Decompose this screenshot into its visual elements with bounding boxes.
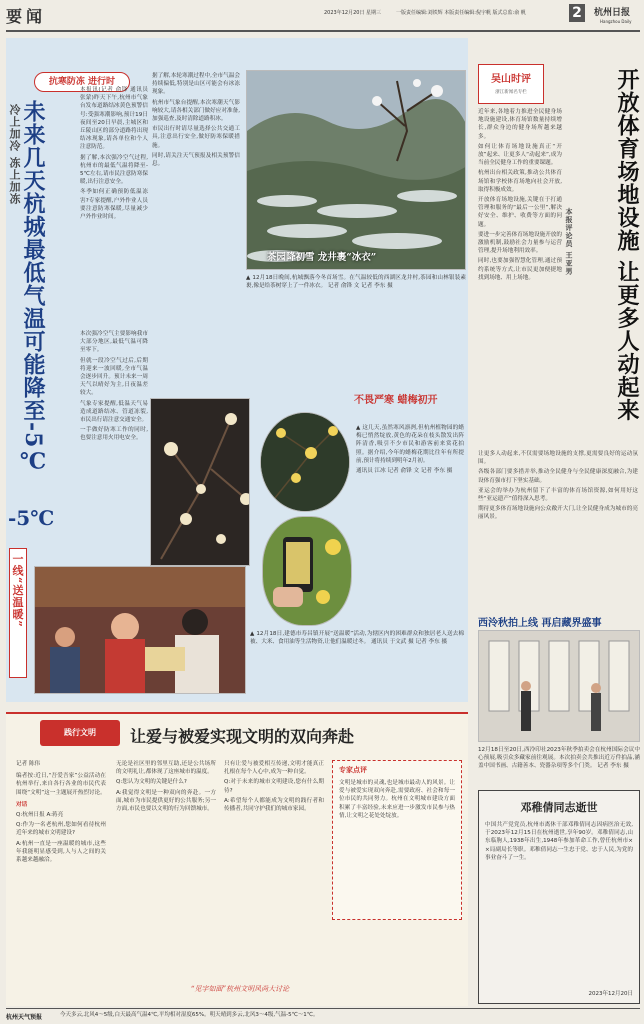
civil-footer-banner: “见字如面”杭州文明风尚大讨论 xyxy=(190,985,290,993)
opinion-p6: 同时,也要加强智慧化管理,通过预约系统等方式,让市民更加便捷地找到场地、用上场地。 xyxy=(478,258,562,281)
tea-garden-note xyxy=(246,274,466,314)
opinion2-p2: 各级各部门要多措并举,推动全民健身与全民健康深度融合,为建设体育强市打下坚实基础。 xyxy=(478,469,638,484)
cold-body3-p3: 市民出行时请尽量选择公共交通工具,注意出行安全,做好防寒保暖措施。 xyxy=(152,126,240,149)
opinion2-p4: 期待更多体育场地设施向公众敞开大门,让全民健身成为城市的亮丽风景。 xyxy=(478,506,638,521)
cold-body3-p1: 据了解,本轮寒潮过程中,全市气温会持续偏低,特别是山区可能会有冰冻现象。 xyxy=(152,73,240,96)
cold-body-col2 xyxy=(80,330,148,530)
auction-headline: 西泠秋拍上线 再启藏界盛事 xyxy=(478,618,602,629)
civil-kicker-text: 践行文明 xyxy=(64,728,96,737)
plum-credit: 通讯员 江冰 记者 俞锋 文 记者 李东 摄 xyxy=(356,468,453,475)
masthead xyxy=(0,0,644,38)
opinion-p4: 开放体育场地设施,关键在于打通管理和服务的“最后一公里”,解决好安全、维护、收费等方面的问题。 xyxy=(478,197,562,228)
cold-body-col3 xyxy=(152,72,240,322)
footer-rule xyxy=(6,1008,640,1009)
civil-expert-label: 专家点评 xyxy=(339,766,367,774)
plum-body xyxy=(356,424,464,624)
auction-caption xyxy=(478,746,640,786)
warmth-caption xyxy=(250,630,464,694)
civil-a1: A:杭州一直是一座温暖的城市,这些年我能明显感受到,人与人之间的关系越来越融洽。 xyxy=(16,840,106,864)
cold-body2-p4: 一手做好防寒工作的同时,也要注意用火用电安全。 xyxy=(80,427,148,442)
cold-headline-text: 未来几天杭城最低气温可能降至-5℃ xyxy=(20,100,46,476)
plum-headline xyxy=(354,394,464,407)
tea-garden-illustration xyxy=(247,71,466,270)
obituary-headline: 邓稚倩同志逝世 xyxy=(520,801,598,814)
phone-illustration xyxy=(263,517,352,626)
civil-intro: 编者按:近日,“吾爱吾家”公益活动在杭州举行,来自各行各业的市民代表围绕“文明”这一主题展开热烈讨论。 xyxy=(16,773,106,796)
phone-photo xyxy=(262,516,352,626)
paper-name: 杭州日报 xyxy=(594,8,631,18)
auction-caption-text: 12月18日至20日,西泠印社2023年秋季拍卖会在杭州国际会议中心预展,吸引众多藏家前往观展。本次拍卖会共推出近万件拍品,涵盖中国书画、古籍善本、瓷器杂项等多个门类。 xyxy=(478,747,640,770)
opinion-body2 xyxy=(478,450,638,610)
civil-mid2-p3: A:希望每个人都能成为文明的践行者和传播者,共同守护我们的城市家园。 xyxy=(224,797,324,813)
civil-reporter: 记者 陈伟 xyxy=(16,761,41,767)
opinion-headline: 开放体育场地设施 让更多人动起来 xyxy=(614,68,640,422)
tea-garden-caption: 茶园降初雪 龙井裹“冰衣” xyxy=(267,252,377,263)
opinion-p3: 杭州出台相关政策,推动公共体育场馆和学校体育场地向社会开放,取得积极成效。 xyxy=(478,170,562,193)
civil-mid-col xyxy=(116,760,216,980)
opinion-author: 本报评论员 王亚男 xyxy=(565,208,574,276)
cold-side-banner: 一线“送温暖” xyxy=(9,548,27,678)
page-number: 2 xyxy=(569,4,585,22)
opinion-p1: 近年来,各地着力推进全民健身场地设施建设,体育场馆数量持续增长,群众身边的健身场所越来越多。 xyxy=(478,109,562,140)
editors-line: 一版责任编辑:刘铁辉 本版责任编辑:倪宇帆 版式总监:俞 帆 xyxy=(396,10,526,16)
civil-mid2-col xyxy=(224,760,324,980)
civil-left-col xyxy=(16,760,106,980)
plum-photo-left xyxy=(150,398,250,566)
weather-label: 杭州天气预报 xyxy=(6,1014,43,1021)
plum-branch-illustration xyxy=(151,399,250,566)
tea-garden-photo xyxy=(246,70,466,270)
plum-body-text: ▲ 这几天,虽然寒风凛冽,但杭州植物园的蜡梅已悄然绽放,黄色的花朵在枝头散发出阵阵清香,吸引不少市民和游客前来赏花拍照。据介绍,今年的蜡梅花期比往年有所提前,预计将持续到明年2月初。 xyxy=(356,425,464,464)
warmth-credit: 通讯员 于文武 摄 记者 李东 摄 xyxy=(371,639,448,646)
plum-headline-text: 不畏严寒 蜡梅初开 xyxy=(354,395,438,406)
cold-body2-p3: 气象专家提醒,低温天气易造成道路结冰、管道冻裂,市民出行请注意交通安全。 xyxy=(80,400,148,424)
auction-illustration xyxy=(479,631,640,742)
auction-credit: 记者 李东 摄 xyxy=(597,763,629,770)
cold-body-p3: 冬季如何正确预防低温冻害?专家提醒,户外作业人员要注意防寒保暖,尽量减少户外作业时间。 xyxy=(80,189,148,221)
warmth-illustration xyxy=(35,567,246,694)
cold-headline xyxy=(20,100,46,520)
opinion2-p1: 让更多人动起来,不仅需要场地设施的支撑,更需要良好的运动氛围。 xyxy=(478,451,638,466)
obituary-body: 中国共产党党员,杭州市离休干部邓稚倩同志因病医治无效,于2023年12月15日在杭州逝世,享年90岁。邓稚倩同志,山东临朐人,1938年出生,1948年参加革命工作,曾任杭州市××局副局长等职。邓稚倩同志一生忠于党、忠于人民,为党的事业奋斗了一生。 xyxy=(485,822,633,861)
opinion-column-name: 吴山时评 xyxy=(491,74,531,85)
civil-mid-p2: Q:您认为文明的关键是什么? xyxy=(116,779,187,786)
cold-temp-badge: -5℃ xyxy=(8,506,55,530)
plum-flower-illustration xyxy=(261,413,350,512)
section-label: 要闻 xyxy=(6,7,47,26)
cold-side-subtitle: 冷上加冷 冻上加冻 xyxy=(8,104,21,205)
opinion-column-sub: 浙江新闻名专栏 xyxy=(495,90,527,95)
cold-body3-p2: 杭州市气象台提醒,本次寒潮天气影响较大,请各相关部门做好应对准备,加强巡查,及时清除道路积冰。 xyxy=(152,99,240,123)
paper-en: Hangzhou Daily xyxy=(600,19,632,24)
plum-photo-right xyxy=(260,412,350,512)
civil-qa-key: Q:杭州日报 A:蒋亮 xyxy=(16,812,64,819)
opinion-body xyxy=(478,108,562,448)
obituary-date: 2023年12月20日 xyxy=(588,991,633,997)
cold-body2-p1: 本次强冷空气主要影响我市大部分地区,最低气温可降至零下。 xyxy=(80,331,148,354)
cold-body3-p4: 同时,请关注天气预报及相关预警信息。 xyxy=(152,152,240,168)
warmth-caption-text: ▲ 12月18日,建德市寿昌镇开展“送温暖”活动,为辖区内的困难群众和独居老人送去棉被、大米、食用油等生活物资,让他们温暖过冬。 xyxy=(250,631,464,646)
civil-q1: Q:作为一名老杭州,您如何看待杭州近年来的城市文明建设? xyxy=(16,822,106,837)
masthead-rule xyxy=(6,30,640,32)
issue-date: 2023年12月20日 星期三 xyxy=(324,10,382,16)
cold-body-p2: 据了解,本次强冷空气过程,杭州市的最低气温将降至-5℃左右,请市民注意防寒保暖,出行注意安全。 xyxy=(80,154,148,186)
obituary-box xyxy=(478,790,640,1004)
civil-headline: 让爱与被爱实现文明的双向奔赴 xyxy=(130,727,355,746)
tea-garden-note-text: ▲ 12月18日晚间,杭城飘落今冬首场雪。在气温较低的西湖区龙井村,茶园和山林银装素裹,像是给茶树穿上了一件冰衣。 xyxy=(246,275,466,290)
civil-mid-p3: A:我觉得文明是一种双向的奔赴。一方面,城市为市民提供更好的公共服务;另一方面,市民也要以文明的行为回馈城市。 xyxy=(116,789,216,813)
civil-expert-box xyxy=(332,760,462,920)
opinion-p5: 要进一步完善体育场地设施开放的激励机制,鼓励社会力量参与运营管理,提升场地利用效率。 xyxy=(478,231,562,255)
opinion2-p3: 亚运会的举办为杭州留下了丰富的体育场馆资源,如何用好这些“亚运遗产”值得深入思考。 xyxy=(478,487,638,503)
civil-kicker xyxy=(40,720,120,746)
tea-garden-credit: 记者 俞锋 文 记者 李东 摄 xyxy=(327,283,393,290)
weather-text: 今天多云,北风4～5级,白天最高气温4℃,平均相对湿度65%。明天晴到多云,北风3～4级,气温-5℃～1℃。 xyxy=(60,1012,319,1018)
civil-dialog-label: 对话 xyxy=(16,801,28,808)
civil-mid-p1: 无论是社区里的邻里互助,还是公共场所的文明礼让,都体现了这座城市的温度。 xyxy=(116,761,216,776)
cold-body2-p2: 但就一段冷空气过后,后期将迎来一波回暖,全市气温会逐步回升。预计未来一周天气以晴好为主,日夜温差较大。 xyxy=(80,357,148,397)
cold-body-col1 xyxy=(80,86,148,326)
cold-body-p1: 本报讯(记者 俞锋 通讯员 张蒙)昨天下午,杭州市气象台发布道路结冰黄色预警信号:受强寒潮影响,预计19日夜间至20日早晨,主城区和丘陵山区的部分道路将出现结冰现象,请各单位和个人注意防范。 xyxy=(80,87,148,151)
cold-kicker-text: 抗寒防冻 进行时 xyxy=(48,77,116,87)
warmth-photo xyxy=(34,566,246,694)
civil-expert-text: 文明是城市的灵魂,也是城市最动人的风景。让爱与被爱实现双向奔赴,需要政府、社会和每一位市民的共同努力。杭州在文明城市建设方面积累了丰富经验,未来应进一步激发市民参与热情,让文明之花处处绽放。 xyxy=(339,780,455,819)
civil-mid2-p2: Q:对于未来的城市文明建设,您有什么期待? xyxy=(224,779,324,794)
auction-photo xyxy=(478,630,640,742)
opinion-logo xyxy=(478,64,544,104)
opinion-p2: 如何让体育场地设施真正“开放”起来、让更多人“动起来”,成为当前全民健身工作的重要课题。 xyxy=(478,143,562,167)
civil-mid2-p1: 只有让爱与被爱相互传递,文明才能真正扎根在每个人心中,成为一种自觉。 xyxy=(224,761,324,776)
